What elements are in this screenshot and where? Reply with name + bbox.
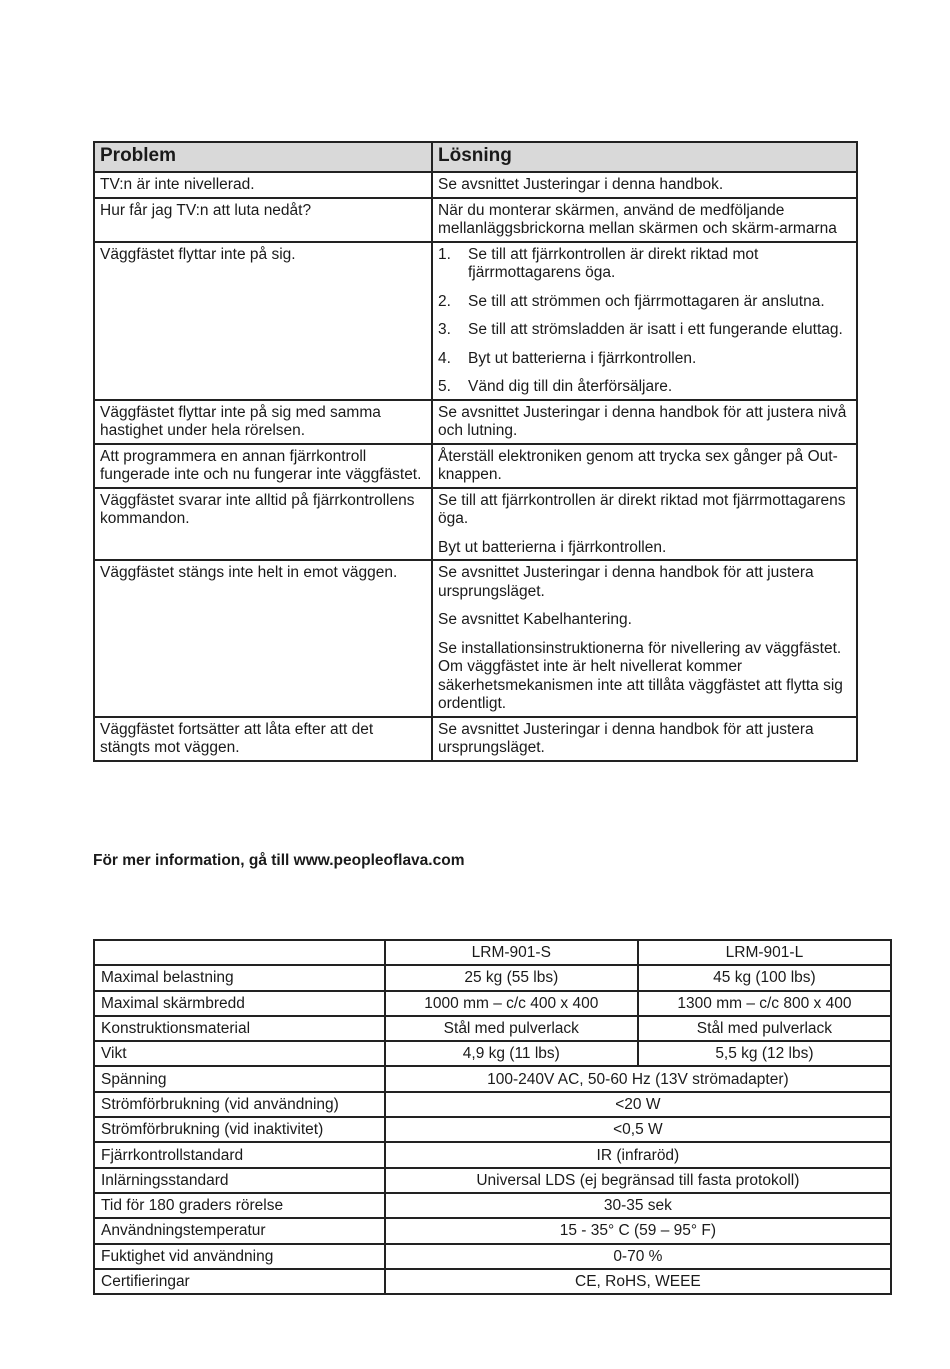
problem-cell: Att programmera en annan fjärrkontroll fungerade inte och nu fungerar inte väggfästet. [94,444,432,488]
spec-value-shared: 0-70 % [385,1244,891,1269]
step-number: 1. [438,245,451,263]
spec-row [94,1142,891,1167]
step-text: Vänd dig till din återförsäljare. [468,378,673,395]
spec-value-shared: 30-35 sek [385,1193,891,1218]
spec-label: Tid för 180 graders rörelse [94,1193,385,1218]
spec-row [94,1218,891,1243]
spec-row [94,1092,891,1117]
spec-row [94,1269,891,1294]
spec-row [94,1244,891,1269]
spec-label: Maximal belastning [94,965,385,990]
spec-value-l: 45 kg (100 lbs) [638,965,891,990]
spec-row [94,1041,891,1066]
solution-paragraph: Se installationsinstruktionerna för nivellering av väggfästet. Om väggfästet inte är helt nivellerat kommer säkerhetsmekanismen inte att tillåta väggfästet att flytta sig ordentligt. [438,639,843,712]
problem-cell: Väggfästet stängs inte helt in emot väggen. [94,560,432,717]
specifications-table [93,939,892,1295]
solution-steps-list [438,246,851,397]
solution-cell [432,444,857,488]
spec-label: Maximal skärmbredd [94,991,385,1016]
troubleshooting-header-row [94,142,857,172]
troubleshooting-row [94,242,857,400]
solution-cell [432,242,857,400]
spec-value-shared: <20 W [385,1092,891,1117]
step-text: Se till att strömmen och fjärrmottagaren är anslutna. [468,292,825,310]
spec-value-l: 1300 mm – c/c 800 x 400 [638,991,891,1016]
solution-paragraph: Se avsnittet Justeringar i denna handbok för att justera ursprungsläget. [438,564,814,600]
specs-header-row [94,940,891,965]
spec-label: Användningstemperatur [94,1218,385,1243]
solution-step [438,293,851,312]
spec-row [94,991,891,1016]
solution-column-header: Lösning [432,142,857,172]
spec-value-shared: <0,5 W [385,1117,891,1142]
troubleshooting-row [94,488,857,561]
spec-label: Konstruktionsmaterial [94,1016,385,1041]
solution-cell [432,560,857,717]
spec-label: Inlärningsstandard [94,1168,385,1193]
step-text: Se till att fjärrkontrollen är direkt riktad mot fjärrmottagarens öga. [468,245,759,281]
solution-cell [432,488,857,561]
solution-step [438,246,851,283]
spec-label: Fuktighet vid användning [94,1244,385,1269]
spec-label: Strömförbrukning (vid användning) [94,1092,385,1117]
spec-value-l: 5,5 kg (12 lbs) [638,1041,891,1066]
step-number: 3. [438,321,451,338]
solution-cell [432,717,857,761]
solution-step [438,378,851,397]
model-header-l: LRM-901-L [638,940,891,965]
troubleshooting-row [94,198,857,242]
solution-step [438,321,851,340]
spec-label: Fjärrkontrollstandard [94,1142,385,1167]
solution-paragraph: Återställ elektroniken genom att trycka sex gånger på Out-knappen. [438,447,838,483]
solution-cell [432,400,857,444]
troubleshooting-row [94,172,857,198]
spec-row [94,1016,891,1041]
spec-value-shared: CE, RoHS, WEEE [385,1269,891,1294]
specs-corner-cell [94,940,385,965]
troubleshooting-row [94,400,857,444]
spec-value-s: Stål med pulverlack [385,1016,638,1041]
solution-cell [432,198,857,242]
spec-row [94,965,891,990]
spec-label: Vikt [94,1041,385,1066]
solution-cell [432,172,857,198]
troubleshooting-row [94,560,857,717]
spec-value-s: 4,9 kg (11 lbs) [385,1041,638,1066]
spec-label: Spänning [94,1066,385,1091]
step-number: 2. [438,292,451,310]
problem-cell: Väggfästet svarar inte alltid på fjärrkontrollens kommandon. [94,488,432,561]
spec-value-shared: 15 - 35° C (59 – 95° F) [385,1218,891,1243]
troubleshooting-row [94,444,857,488]
spec-value-shared: IR (infraröd) [385,1142,891,1167]
solution-paragraph: Se till att fjärrkontrollen är direkt riktad mot fjärrmottagarens öga. [438,491,846,527]
step-text: Se till att strömsladden är isatt i ett fungerande eluttag. [468,321,843,338]
spec-label: Certifieringar [94,1269,385,1294]
step-text: Byt ut batterierna i fjärrkontrollen. [468,349,697,367]
spec-label: Strömförbrukning (vid inaktivitet) [94,1117,385,1142]
model-header-s: LRM-901-S [385,940,638,965]
spec-value-s: 25 kg (55 lbs) [385,965,638,990]
troubleshooting-row [94,717,857,761]
spec-value-s: 1000 mm – c/c 400 x 400 [385,991,638,1016]
spec-row [94,1193,891,1218]
spec-value-shared: 100-240V AC, 50-60 Hz (13V strömadapter) [385,1066,891,1091]
spec-value-l: Stål med pulverlack [638,1016,891,1041]
solution-paragraph: Byt ut batterierna i fjärrkontrollen. [438,538,667,556]
step-number: 5. [438,378,451,395]
troubleshooting-table [93,141,858,762]
spec-row [94,1066,891,1091]
spec-row [94,1168,891,1193]
problem-cell: Väggfästet flyttar inte på sig med samma hastighet under hela rörelsen. [94,400,432,444]
solution-paragraph: Se avsnittet Kabelhantering. [438,611,632,628]
solution-paragraph: Se avsnittet Justeringar i denna handbok för att justera ursprungsläget. [438,720,814,756]
solution-paragraph: När du monterar skärmen, använd de medföljande mellanläggsbrickorna mellan skärmen och skärm-armarna [438,201,837,237]
solution-paragraph: Se avsnittet Justeringar i denna handbok för att justera nivå och lutning. [438,403,847,439]
solution-step [438,350,851,369]
problem-cell: Hur får jag TV:n att luta nedåt? [94,198,432,242]
problem-cell: TV:n är inte nivellerad. [94,172,432,198]
more-info-note: För mer information, gå till www.peopleoflava.com [93,852,465,869]
problem-cell: Väggfästet flyttar inte på sig. [94,242,432,400]
spec-row [94,1117,891,1142]
spec-value-shared: Universal LDS (ej begränsad till fasta protokoll) [385,1168,891,1193]
step-number: 4. [438,349,451,367]
problem-column-header: Problem [94,142,432,172]
problem-cell: Väggfästet fortsätter att låta efter att det stängts mot väggen. [94,717,432,761]
solution-paragraph: Se avsnittet Justeringar i denna handbok. [438,176,724,193]
